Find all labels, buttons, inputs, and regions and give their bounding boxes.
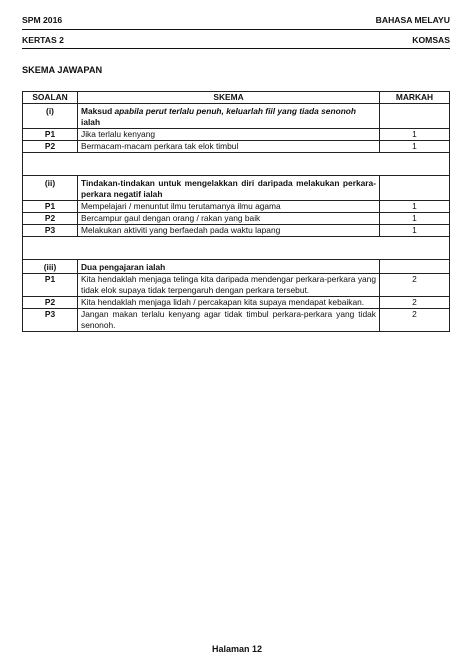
point-mark: 1	[380, 201, 450, 213]
table-row	[23, 213, 450, 225]
point-label: P1	[23, 129, 78, 141]
question-label: (ii)	[23, 176, 78, 201]
column-header-markah: MARKAH	[380, 92, 450, 104]
point-text: Jangan makan terlalu kenyang agar tidak timbul perkara-perkara yang tidak senonoh.	[78, 309, 380, 332]
point-text: Kita hendaklah menjaga lidah / percakapan kita supaya mendapat kebaikan.	[78, 297, 380, 309]
column-header-soalan: SOALAN	[23, 92, 78, 104]
question-row	[23, 260, 450, 274]
header-divider-2	[22, 48, 450, 49]
point-mark: 2	[380, 274, 450, 297]
subject-name: BAHASA MELAYU	[375, 15, 450, 25]
answer-scheme-table	[22, 91, 450, 332]
blank-cell	[23, 237, 450, 260]
table-row	[23, 297, 450, 309]
table-row	[23, 129, 450, 141]
mark-cell	[380, 260, 450, 274]
blank-row	[23, 237, 450, 260]
question-prompt	[78, 104, 380, 129]
column-header-skema: SKEMA	[78, 92, 380, 104]
blank-row	[23, 153, 450, 176]
question-prompt: Tindakan-tindakan untuk mengelakkan diri daripada melakukan perkara-perkara negatif ialah	[78, 176, 380, 201]
page-number: Halaman 12	[211, 644, 263, 654]
question-prompt: Dua pengajaran ialah	[78, 260, 380, 274]
point-mark: 1	[380, 225, 450, 237]
header-row-1	[22, 15, 450, 27]
point-mark: 2	[380, 297, 450, 309]
mark-cell	[380, 176, 450, 201]
point-mark: 1	[380, 141, 450, 153]
table-row	[23, 309, 450, 332]
point-text: Kita hendaklah menjaga telinga kita daripada mendengar perkara-perkara yang tidak elok supaya tidak terpengaruh dengan perkara tersebut.	[78, 274, 380, 297]
table-header-row	[23, 92, 450, 104]
point-mark: 1	[380, 129, 450, 141]
prompt-text: Maksud	[81, 106, 115, 116]
point-label: P2	[23, 297, 78, 309]
page-title: SKEMA JAWAPAN	[22, 65, 103, 75]
question-label: (iii)	[23, 260, 78, 274]
mark-cell	[380, 104, 450, 129]
question-row	[23, 104, 450, 129]
point-text: Jika terlalu kenyang	[78, 129, 380, 141]
question-label: (i)	[23, 104, 78, 129]
table-row	[23, 274, 450, 297]
exam-year: SPM 2016	[22, 15, 63, 25]
point-label: P1	[23, 274, 78, 297]
header-row-2	[22, 35, 450, 47]
point-label: P2	[23, 141, 78, 153]
point-label: P2	[23, 213, 78, 225]
table-row	[23, 201, 450, 213]
point-mark: 1	[380, 213, 450, 225]
prompt-text: ialah	[81, 117, 101, 127]
prompt-quote: apabila perut terlalu penuh, keluarlah fiil yang tiada senonoh	[114, 106, 357, 116]
point-text: Bercampur gaul dengan orang / rakan yang baik	[78, 213, 380, 225]
point-text: Mempelajari / menuntut ilmu terutamanya ilmu agama	[78, 201, 380, 213]
question-row	[23, 176, 450, 201]
point-label: P3	[23, 225, 78, 237]
point-label: P1	[23, 201, 78, 213]
point-text: Bermacam-macam perkara tak elok timbul	[78, 141, 380, 153]
point-mark: 2	[380, 309, 450, 332]
point-label: P3	[23, 309, 78, 332]
header-divider-1	[22, 29, 450, 30]
blank-cell	[23, 153, 450, 176]
paper-number: KERTAS 2	[22, 35, 64, 45]
table-row	[23, 141, 450, 153]
point-text: Melakukan aktiviti yang berfaedah pada waktu lapang	[78, 225, 380, 237]
section-name: KOMSAS	[412, 35, 450, 45]
table-row	[23, 225, 450, 237]
